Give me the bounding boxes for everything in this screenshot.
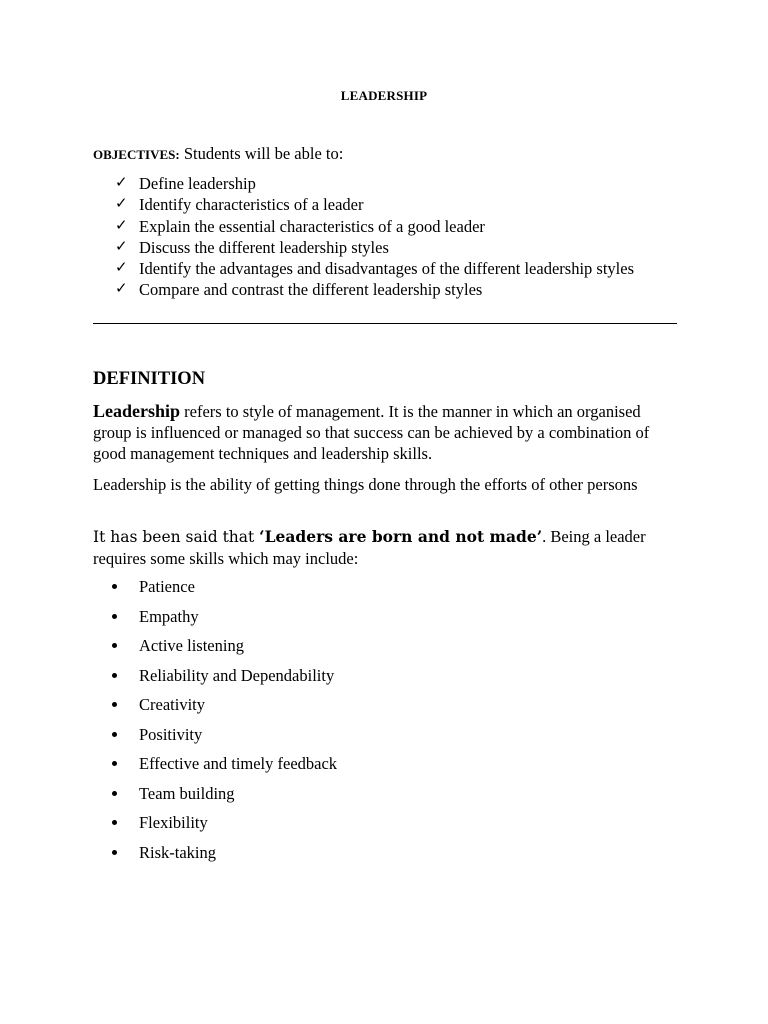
skill-item	[112, 842, 337, 872]
quote-paragraph	[93, 526, 683, 569]
skill-item	[112, 606, 337, 636]
bullet-dot-icon	[112, 820, 117, 825]
bullet-dot-icon	[112, 643, 117, 648]
objective-item	[115, 237, 675, 258]
ability-paragraph: Leadership is the ability of getting things done through the efforts of other persons	[93, 475, 638, 494]
skill-text: Risk-taking	[139, 842, 216, 862]
objective-item	[115, 279, 675, 300]
objectives-intro	[93, 144, 343, 164]
skill-text: Team building	[139, 783, 235, 803]
check-mark-icon: ✓	[115, 217, 128, 234]
check-mark-icon: ✓	[115, 196, 128, 213]
skill-text: Positivity	[139, 724, 203, 744]
skill-text: Active listening	[139, 636, 244, 655]
skill-text: Effective and timely feedback	[139, 754, 338, 773]
quote-text: ‘Leaders are born and not made’	[259, 527, 543, 546]
check-mark-icon: ✓	[115, 238, 128, 255]
check-mark-icon: ✓	[115, 281, 128, 298]
objective-text: Compare and contrast the different leadership styles	[139, 280, 483, 300]
skills-list	[112, 576, 337, 871]
section-divider	[93, 323, 677, 324]
skill-text: Empathy	[139, 606, 199, 626]
objective-text: Identify the advantages and disadvantages of the different leadership styles	[139, 259, 634, 279]
skill-text: Reliability and Dependability	[139, 665, 335, 685]
definition-text: refers to style of management. It is the manner in which an organised group is influenced or managed so that success can be achieved by a combination of good management techniques and leadership skills.	[93, 402, 650, 463]
objective-item	[115, 194, 675, 215]
objective-item	[115, 216, 675, 237]
skill-item	[112, 753, 337, 783]
skill-item	[112, 783, 337, 813]
quote-intro: It has been said that	[93, 528, 260, 546]
document-title: LEADERSHIP	[340, 88, 428, 103]
skill-text: Patience	[139, 577, 195, 596]
objectives-intro-text: Students will be able to:	[183, 144, 344, 163]
objective-text: Discuss the different leadership styles	[139, 237, 389, 257]
bullet-dot-icon	[112, 791, 117, 796]
definition-paragraph	[93, 401, 683, 464]
check-mark-icon: ✓	[115, 260, 128, 277]
bullet-dot-icon	[112, 850, 117, 855]
quote-followup: . Being a leader requires some skills which may include:	[93, 527, 646, 568]
skill-item	[112, 694, 337, 724]
check-mark-icon: ✓	[115, 175, 128, 191]
skill-text: Flexibility	[139, 813, 208, 832]
objectives-label: OBJECTIVES:	[93, 147, 180, 162]
objective-text: Identify characteristics of a leader	[139, 195, 364, 215]
bullet-dot-icon	[112, 584, 117, 589]
skill-item	[112, 665, 337, 695]
skill-item	[112, 724, 337, 754]
skill-item	[112, 576, 337, 606]
definition-heading: DEFINITION	[93, 369, 206, 389]
skill-item	[112, 812, 337, 842]
bullet-dot-icon	[112, 673, 117, 678]
objective-text: Define leadership	[139, 174, 256, 193]
skill-text: Creativity	[139, 695, 205, 714]
objectives-list	[115, 173, 675, 301]
bullet-dot-icon	[112, 761, 117, 766]
bullet-dot-icon	[112, 614, 117, 619]
skill-item	[112, 635, 337, 665]
bullet-dot-icon	[112, 702, 117, 707]
objective-item	[115, 258, 675, 279]
bullet-dot-icon	[112, 732, 117, 737]
objective-item	[115, 173, 675, 194]
objective-text: Explain the essential characteristics of a good leader	[139, 216, 485, 236]
leadership-term: Leadership	[93, 401, 181, 421]
